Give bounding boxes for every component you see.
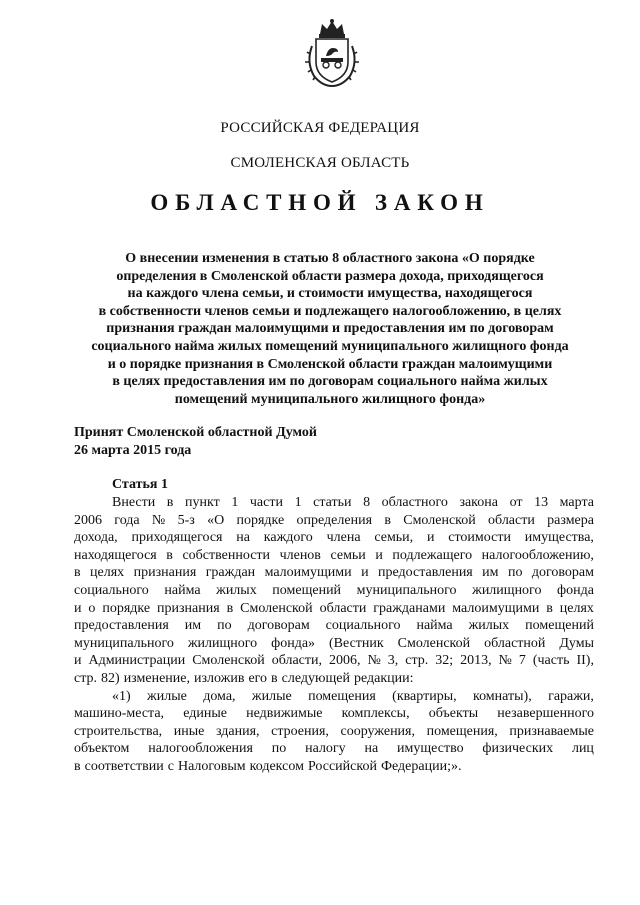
article-text-line: Внести в пункт 1 части 1 статьи 8 областного закона от 13 марта (112, 495, 594, 510)
document-type-heading: ОБЛАСТНОЙ ЗАКОН (150, 190, 490, 215)
law-title (60, 250, 600, 408)
law-title-line: определения в Смоленской области размера дохода, приходящегося (116, 268, 544, 284)
law-title-line: на каждого члена семьи, и стоимости имущества, находящегося (127, 286, 533, 302)
article-text-line: дохода, приходящегося на каждого члена семьи, и стоимости имущества, (74, 530, 594, 546)
adoption-body: Принят Смоленской областной Думой (74, 425, 317, 440)
law-title-line: О внесении изменения в статью 8 областного закона «О порядке (125, 251, 535, 266)
adoption-note (74, 424, 317, 459)
adoption-date: 26 марта 2015 года (74, 442, 192, 458)
coat-of-arms-emblem (302, 18, 362, 90)
article-text-line: муниципального жилищного фонда» (Вестник Смоленской областной Думы (74, 635, 594, 651)
article-text-line: строительства, иные здания, строения, сооружения, помещения, признаваемые (74, 723, 594, 739)
article-text-line: и о порядке признания в Смоленской области гражданами малоимущими в целях (74, 600, 594, 616)
law-title-line: социального найма жилых помещений муниципального жилищного фонда (91, 338, 569, 354)
law-title-line: и о порядке признания в Смоленской области граждан малоимущими (107, 356, 553, 372)
article-text-line: социального найма жилых помещений муниципального жилищного фонда (74, 582, 594, 598)
article-text-line: машино-места, единые недвижимые комплексы, объекты незавершенного (74, 706, 594, 722)
country-header: РОССИЙСКАЯ ФЕДЕРАЦИЯ (220, 120, 420, 136)
article-heading: Статья 1 (112, 477, 168, 492)
article-text-line: находящегося в собственности членов семьи и подлежащего налогообложению, (74, 547, 594, 563)
article-text-line: «1) жилые дома, жилые помещения (квартиры, комнаты), гаражи, (112, 688, 594, 704)
article-text-line: в целях признания граждан малоимущими и предоставления им по договорам (74, 565, 594, 581)
article-text-line: 2006 года № 5-з «О порядке определения в Смоленской области размера (74, 512, 594, 528)
law-title-line: в целях предоставления им по договорам социального найма жилых (112, 374, 548, 390)
article-text-line: стр. 82) изменение, изложив его в следующей редакции: (74, 670, 414, 686)
article-text-line: предоставления им по договорам социального найма жилых помещений (74, 618, 594, 634)
article-text-line: и Администрации Смоленской области, 2006, № 3, стр. 32; 2013, № 7 (часть II), (74, 653, 594, 669)
article-text-line: объектом налогообложения по налогу на имущество физических лиц (74, 741, 594, 757)
article-body (74, 494, 594, 776)
region-header: СМОЛЕНСКАЯ ОБЛАСТЬ (230, 155, 410, 171)
law-title-line: помещений муниципального жилищного фонда» (174, 391, 486, 407)
article-text-line: в соответствии с Налоговым кодексом Российской Федерации;». (74, 758, 462, 774)
law-title-line: в собственности членов семьи и подлежащего налогообложению, в целях (98, 303, 562, 319)
law-title-line: признания граждан малоимущими и предоставления им по договорам (106, 321, 554, 337)
